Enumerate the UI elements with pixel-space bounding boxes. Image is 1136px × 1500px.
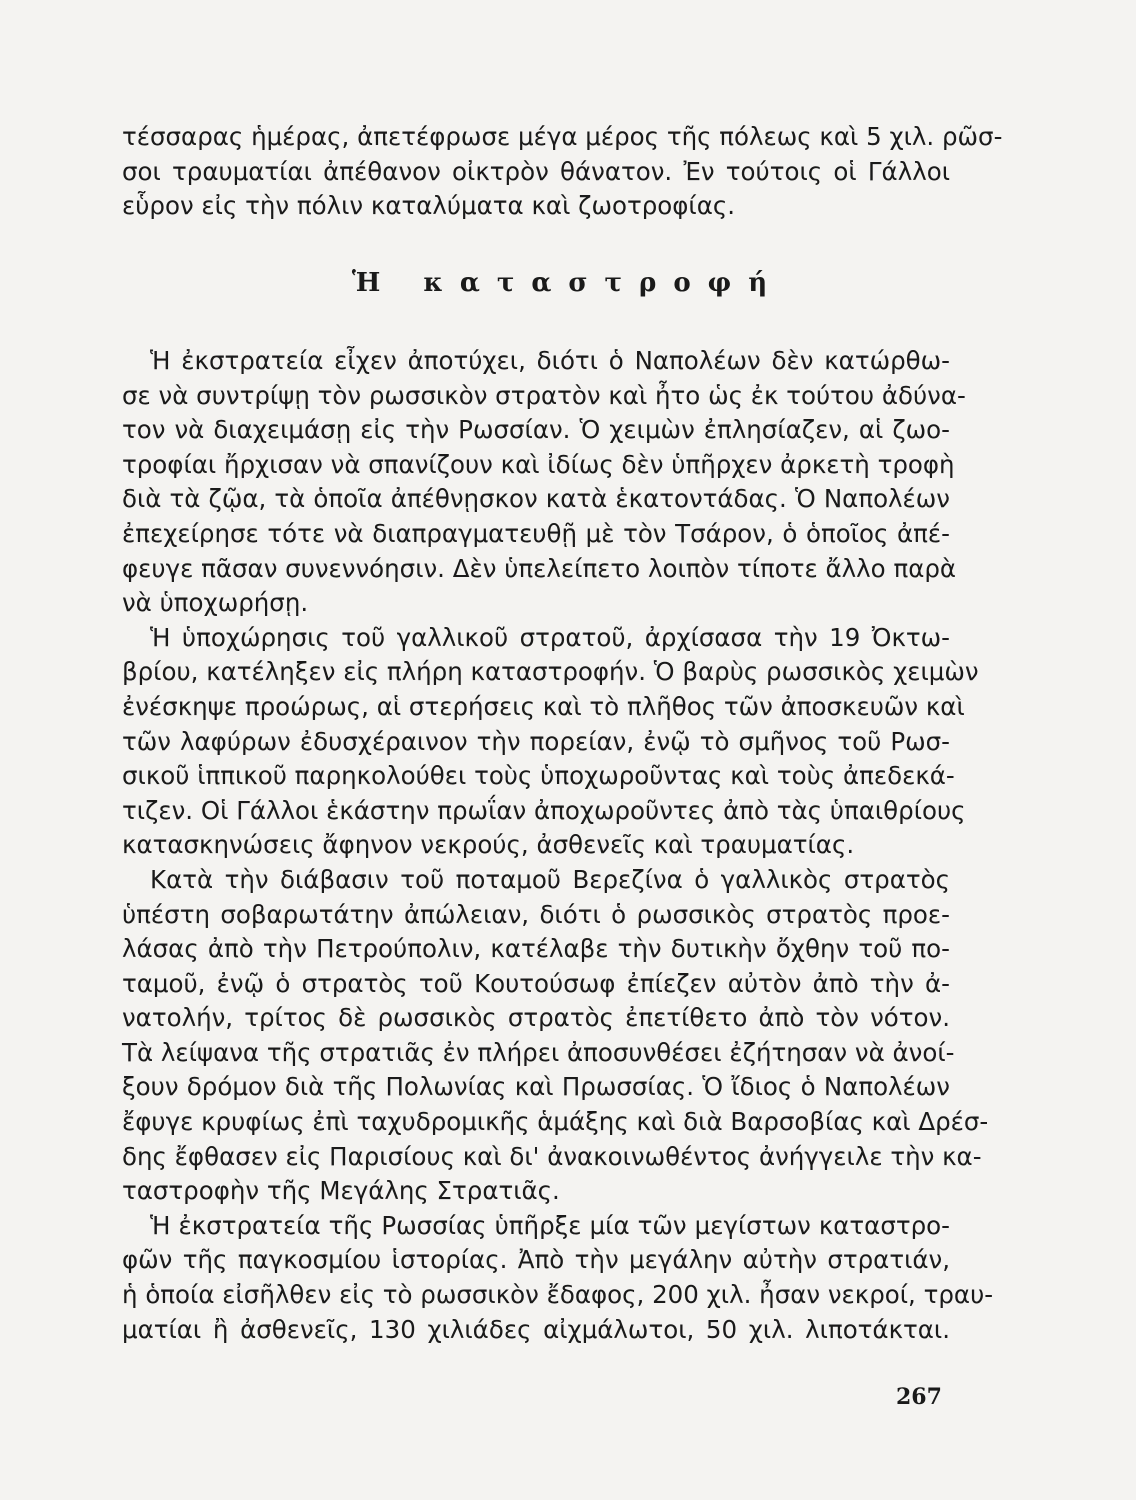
- text-line: διὰ τὰ ζῷα, τὰ ὁποῖα ἀπέθνῃσκον κατὰ ἑκατοντάδας. Ὁ Ναπολέων: [122, 484, 950, 514]
- text-line: ἐνέσκηψε προώρως, αἱ στερήσεις καὶ τὸ πλῆθος τῶν ἀποσκευῶν καὶ: [122, 691, 965, 721]
- text-line: κατασκηνώσεις ἄφηνον νεκρούς, ἀσθενεῖς καὶ τραυματίας.: [122, 830, 855, 860]
- text-line: λάσας ἀπὸ τὴν Πετρούπολιν, κατέλαβε τὴν δυτικὴν ὄχθην τοῦ πο-: [122, 934, 950, 964]
- text-line: Ἡ ὑποχώρησις τοῦ γαλλικοῦ στρατοῦ, ἀρχίσασα τὴν 19 Ὀκτω-: [150, 622, 950, 652]
- text-line: φῶν τῆς παγκοσμίου ἱστορίας. Ἀπὸ τὴν μεγάλην αὐτὴν στρατιάν,: [122, 1245, 950, 1275]
- text-line: σοι τραυματίαι ἀπέθανον οἰκτρὸν θάνατον. Ἐν τούτοις οἱ Γάλλοι: [122, 156, 950, 186]
- text-line: νὰ ὑποχωρήσῃ.: [122, 588, 309, 618]
- text-line: τροφίαι ἤρχισαν νὰ σπανίζουν καὶ ἰδίως δὲν ὑπῆρχεν ἀρκετὴ τροφὴ: [122, 449, 955, 479]
- text-line: ἡ ὁποία εἰσῆλθεν εἰς τὸ ρωσσικὸν ἔδαφος, 200 χιλ. ἦσαν νεκροί, τραυ-: [122, 1280, 994, 1310]
- text-line: τον νὰ διαχειμάσῃ εἰς τὴν Ρωσσίαν. Ὁ χειμὼν ἐπλησίαζεν, αἱ ζωο-: [122, 415, 950, 445]
- text-line: ματίαι ἢ ἀσθενεῖς, 130 χιλιάδες αἰχμάλωτοι, 50 χιλ. λιποτάκται.: [122, 1314, 950, 1344]
- text-line: ταμοῦ, ἐνῷ ὁ στρατὸς τοῦ Κουτούσωφ ἐπίεζεν αὐτὸν ἀπὸ τὴν ἀ-: [122, 968, 950, 998]
- text-line: ἐπεχείρησε τότε νὰ διαπραγματευθῇ μὲ τὸν Τσάρον, ὁ ὁποῖος ἀπέ-: [122, 518, 950, 548]
- text-line: τιζεν. Οἱ Γάλλοι ἑκάστην πρωΐαν ἀποχωροῦντες ἀπὸ τὰς ὑπαιθρίους: [122, 795, 966, 825]
- section-heading: Ἡ καταστροφή: [351, 268, 785, 298]
- text-line: σε νὰ συντρίψῃ τὸν ρωσσικὸν στρατὸν καὶ ἦτο ὡς ἐκ τούτου ἀδύνα-: [122, 380, 966, 410]
- body-text: [122, 344, 994, 1347]
- text-line: τέσσαρας ἡμέρας, ἀπετέφρωσε μέγα μέρος τῆς πόλεως καὶ 5 χιλ. ρῶσ-: [122, 122, 1003, 151]
- text-line: βρίου, κατέληξεν εἰς πλήρη καταστροφήν. Ὁ βαρὺς ρωσσικὸς χειμὼν: [122, 657, 979, 687]
- intro-text: [122, 120, 1003, 224]
- text-line: φευγε πᾶσαν συνεννόησιν. Δὲν ὑπελείπετο λοιπὸν τίποτε ἄλλο παρὰ: [122, 553, 957, 583]
- text-line: σικοῦ ἱππικοῦ παρηκολούθει τοὺς ὑποχωροῦντας καὶ τοὺς ἀπεδεκά-: [122, 761, 955, 791]
- text-line: ἔφυγε κρυφίως ἐπὶ ταχυδρομικῆς ἁμάξης καὶ διὰ Βαρσοβίας καὶ Δρέσ-: [122, 1107, 989, 1137]
- text-line: ὑπέστη σοβαρωτάτην ἀπώλειαν, διότι ὁ ρωσσικὸς στρατὸς προε-: [122, 899, 950, 929]
- text-line: τῶν λαφύρων ἐδυσχέραινον τὴν πορείαν, ἐνῷ τὸ σμῆνος τοῦ Ρωσ-: [122, 726, 950, 756]
- text-line: δης ἔφθασεν εἰς Παρισίους καὶ δι' ἀνακοινωθέντος ἀνήγγειλε τὴν κα-: [122, 1141, 982, 1171]
- text-line: Κατὰ τὴν διάβασιν τοῦ ποταμοῦ Βερεζίνα ὁ γαλλικὸς στρατὸς: [150, 864, 950, 894]
- page-number: 267: [896, 1384, 942, 1410]
- text-line: Ἡ ἐκστρατεία τῆς Ρωσσίας ὑπῆρξε μία τῶν μεγίστων καταστρο-: [150, 1210, 950, 1240]
- text-line: Τὰ λείψανα τῆς στρατιᾶς ἐν πλήρει ἀποσυνθέσει ἐζήτησαν νὰ ἀνοί-: [122, 1037, 955, 1067]
- text-line: ταστροφὴν τῆς Μεγάλης Στρατιᾶς.: [122, 1176, 560, 1206]
- text-line: Ἡ ἐκστρατεία εἶχεν ἀποτύχει, διότι ὁ Ναπολέων δὲν κατώρθω-: [150, 346, 950, 375]
- text-line: νατολήν, τρίτος δὲ ρωσσικὸς στρατὸς ἐπετίθετο ἀπὸ τὸν νότον.: [122, 1003, 950, 1033]
- text-line: ξουν δρόμον διὰ τῆς Πολωνίας καὶ Πρωσσίας. Ὁ ἴδιος ὁ Ναπολέων: [122, 1072, 950, 1102]
- text-line: εὗρον εἰς τὴν πόλιν καταλύματα καὶ ζωοτροφίας.: [122, 191, 736, 221]
